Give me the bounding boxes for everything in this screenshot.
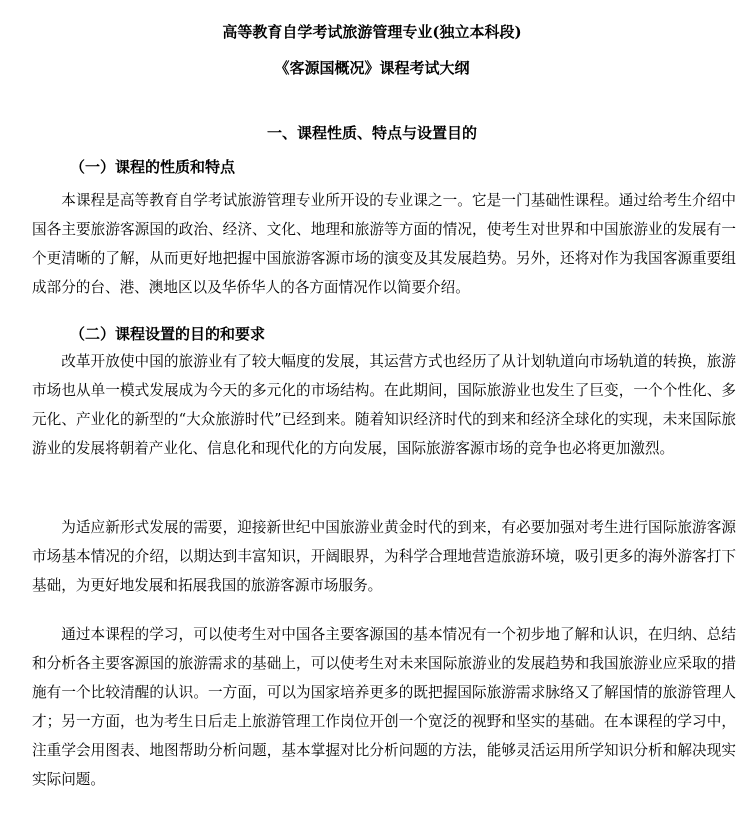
paragraph-nature: 本课程是高等教育自学考试旅游管理专业所开设的专业课之一。它是一门基础性课程。通过给考生介绍中国各主要旅游客源国的政治、经济、文化、地理和旅游等方面的情况，使考生对世界和中国旅游业的发展有一个更清晰的了解，从而更好地把握中国旅游客源市场的演变及其发展趋势。另外，还将对作为我国客源重要组成部分的台、港、澳地区以及华侨华人的各方面情况作以简要介绍。 — [32, 192, 736, 296]
document-subtitle: 《客源国概况》课程考试大纲 — [274, 59, 470, 77]
section-heading: 一、课程性质、特点与设置目的 — [266, 124, 477, 142]
paragraph-purpose-3: 通过本课程的学习，可以使考生对中国各主要客源国的基本情况有一个初步地了解和认识，在归纳、总结和分析各主要客源国的旅游需求的基础上，可以使考生对未来国际旅游业的发展趋势和我国旅游业应采取的措施有一个比较清醒的认识。一方面，可以为国家培养更多的既把握国际旅游需求脉络又了解国情的旅游管理人才；另一方面，也为考生日后走上旅游管理工作岗位开创一个宽泛的视野和坚实的基础。在本课程的学习中，注重学会用图表、地图帮助分析问题，基本掌握对比分析问题的方法，能够灵活运用所学知识分析和解决现实实际问题。 — [32, 626, 736, 788]
subsection-heading-nature: （一）课程的性质和特点 — [70, 158, 236, 176]
document-title: 高等教育自学考试旅游管理专业(独立本科段) — [222, 23, 522, 41]
paragraph-purpose-2: 为适应新形式发展的需要，迎接新世纪中国旅游业黄金时代的到来，有必要加强对考生进行国际旅游客源市场基本情况的介绍，以期达到丰富知识，开阔眼界，为科学合理地营造旅游环境，吸引更多的海外游客打下基础，为更好地发展和拓展我国的旅游客源市场服务。 — [32, 519, 736, 594]
paragraph-purpose-1: 改革开放使中国的旅游业有了较大幅度的发展，其运营方式也经历了从计划轨道向市场轨道的转换，旅游市场也从单一模式发展成为今天的多元化的市场结构。在此期间，国际旅游业也发生了巨变，一个个性化、多元化、产业化的新型的“大众旅游时代”已经到来。随着知识经济时代的到来和经济全球化的实现，未来国际旅游业的发展将朝着产业化、信息化和现代化的方向发展，国际旅游客源市场的竞争也必将更加激烈。 — [32, 353, 736, 457]
subsection-heading-purpose: （二）课程设置的目的和要求 — [70, 325, 266, 343]
